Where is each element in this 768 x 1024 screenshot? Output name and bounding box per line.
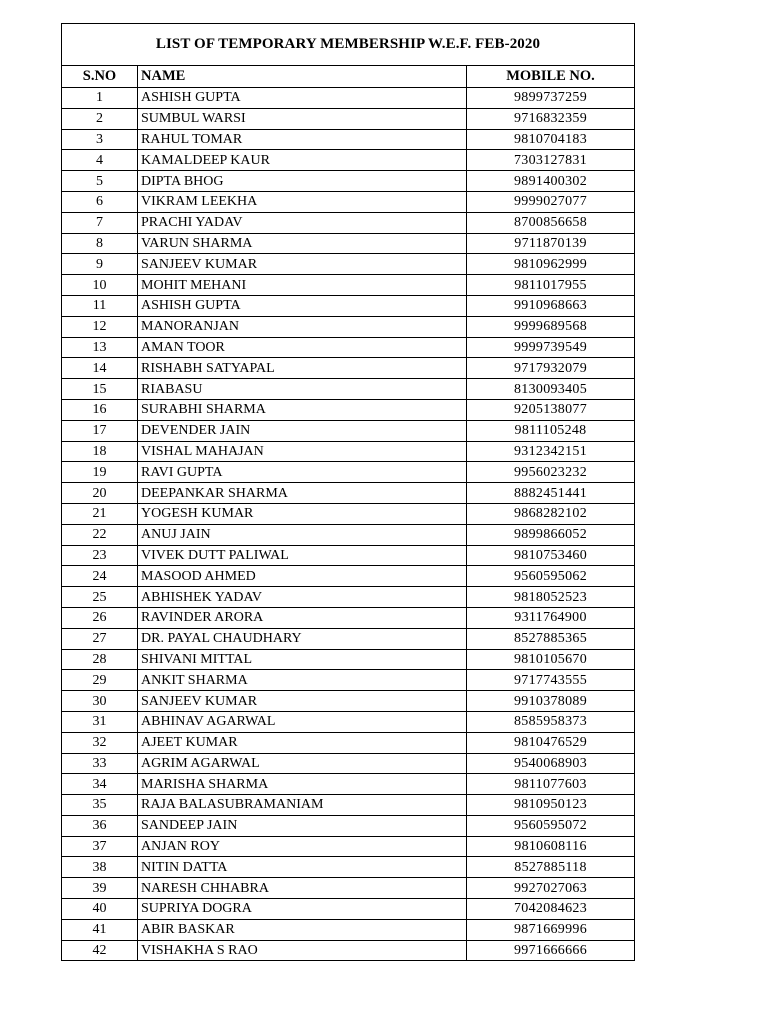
cell-sno: 39 xyxy=(62,878,138,899)
cell-sno: 13 xyxy=(62,337,138,358)
cell-mobile: 9560595062 xyxy=(467,566,635,587)
cell-name: ABHINAV AGARWAL xyxy=(138,711,467,732)
cell-name: SURABHI SHARMA xyxy=(138,399,467,420)
table-row xyxy=(62,607,635,628)
table-row xyxy=(62,566,635,587)
cell-mobile: 9999739549 xyxy=(467,337,635,358)
table-row xyxy=(62,587,635,608)
cell-mobile: 9810608116 xyxy=(467,836,635,857)
cell-sno: 8 xyxy=(62,233,138,254)
table-row xyxy=(62,649,635,670)
cell-name: DEEPANKAR SHARMA xyxy=(138,483,467,504)
cell-name: DIPTA BHOG xyxy=(138,171,467,192)
cell-mobile: 9971666666 xyxy=(467,940,635,961)
cell-name: VIKRAM LEEKHA xyxy=(138,191,467,212)
cell-sno: 32 xyxy=(62,732,138,753)
table-header-row xyxy=(62,66,635,88)
cell-mobile: 9910378089 xyxy=(467,691,635,712)
cell-sno: 12 xyxy=(62,316,138,337)
table-row xyxy=(62,628,635,649)
cell-mobile: 7042084623 xyxy=(467,899,635,920)
table-row xyxy=(62,358,635,379)
table-row xyxy=(62,753,635,774)
table-row xyxy=(62,233,635,254)
cell-sno: 21 xyxy=(62,503,138,524)
cell-mobile: 9899737259 xyxy=(467,88,635,109)
table-row xyxy=(62,399,635,420)
cell-name: DR. PAYAL CHAUDHARY xyxy=(138,628,467,649)
cell-name: RAVI GUPTA xyxy=(138,462,467,483)
cell-name: SANJEEV KUMAR xyxy=(138,691,467,712)
cell-sno: 18 xyxy=(62,441,138,462)
column-header-mobile: MOBILE NO. xyxy=(467,66,635,88)
cell-mobile: 9999689568 xyxy=(467,316,635,337)
cell-mobile: 8882451441 xyxy=(467,483,635,504)
table-row xyxy=(62,815,635,836)
cell-mobile: 9205138077 xyxy=(467,399,635,420)
cell-sno: 22 xyxy=(62,524,138,545)
cell-name: RAJA BALASUBRAMANIAM xyxy=(138,795,467,816)
cell-mobile: 9810476529 xyxy=(467,732,635,753)
cell-mobile: 9811017955 xyxy=(467,275,635,296)
table-row xyxy=(62,670,635,691)
table-row xyxy=(62,940,635,961)
cell-name: ASHISH GUPTA xyxy=(138,295,467,316)
table-row xyxy=(62,441,635,462)
cell-mobile: 9899866052 xyxy=(467,524,635,545)
cell-sno: 9 xyxy=(62,254,138,275)
cell-sno: 17 xyxy=(62,420,138,441)
cell-sno: 26 xyxy=(62,607,138,628)
cell-mobile: 9810950123 xyxy=(467,795,635,816)
cell-name: ABIR BASKAR xyxy=(138,919,467,940)
column-header-sno: S.NO xyxy=(62,66,138,88)
cell-mobile: 9810753460 xyxy=(467,545,635,566)
cell-sno: 10 xyxy=(62,275,138,296)
cell-name: SANJEEV KUMAR xyxy=(138,254,467,275)
table-row xyxy=(62,503,635,524)
cell-name: SANDEEP JAIN xyxy=(138,815,467,836)
cell-mobile: 8527885365 xyxy=(467,628,635,649)
cell-mobile: 7303127831 xyxy=(467,150,635,171)
cell-sno: 7 xyxy=(62,212,138,233)
cell-sno: 6 xyxy=(62,191,138,212)
cell-sno: 42 xyxy=(62,940,138,961)
cell-sno: 1 xyxy=(62,88,138,109)
cell-sno: 38 xyxy=(62,857,138,878)
cell-name: NARESH CHHABRA xyxy=(138,878,467,899)
cell-name: MARISHA SHARMA xyxy=(138,774,467,795)
cell-mobile: 9540068903 xyxy=(467,753,635,774)
cell-mobile: 8700856658 xyxy=(467,212,635,233)
table-row xyxy=(62,899,635,920)
cell-mobile: 9312342151 xyxy=(467,441,635,462)
cell-name: RAVINDER ARORA xyxy=(138,607,467,628)
cell-mobile: 8527885118 xyxy=(467,857,635,878)
cell-name: NITIN DATTA xyxy=(138,857,467,878)
table-row xyxy=(62,732,635,753)
cell-sno: 5 xyxy=(62,171,138,192)
table-row xyxy=(62,774,635,795)
table-row xyxy=(62,129,635,150)
table-row xyxy=(62,524,635,545)
cell-sno: 40 xyxy=(62,899,138,920)
cell-mobile: 9956023232 xyxy=(467,462,635,483)
table-row xyxy=(62,483,635,504)
cell-mobile: 9891400302 xyxy=(467,171,635,192)
cell-sno: 19 xyxy=(62,462,138,483)
cell-mobile: 9717932079 xyxy=(467,358,635,379)
cell-sno: 28 xyxy=(62,649,138,670)
table-row xyxy=(62,379,635,400)
cell-sno: 35 xyxy=(62,795,138,816)
cell-name: ABHISHEK YADAV xyxy=(138,587,467,608)
cell-name: YOGESH KUMAR xyxy=(138,503,467,524)
cell-name: RAHUL TOMAR xyxy=(138,129,467,150)
cell-name: VISHAKHA S RAO xyxy=(138,940,467,961)
cell-mobile: 9810704183 xyxy=(467,129,635,150)
cell-name: AJEET KUMAR xyxy=(138,732,467,753)
cell-mobile: 9811105248 xyxy=(467,420,635,441)
table-body xyxy=(62,88,635,961)
cell-mobile: 9711870139 xyxy=(467,233,635,254)
cell-mobile: 8130093405 xyxy=(467,379,635,400)
membership-table xyxy=(61,23,635,961)
table-row xyxy=(62,316,635,337)
table-title-row xyxy=(62,24,635,66)
table-row xyxy=(62,254,635,275)
cell-name: SHIVANI MITTAL xyxy=(138,649,467,670)
cell-mobile: 9810962999 xyxy=(467,254,635,275)
column-header-name: NAME xyxy=(138,66,467,88)
cell-mobile: 9716832359 xyxy=(467,108,635,129)
table-row xyxy=(62,691,635,712)
cell-name: KAMALDEEP KAUR xyxy=(138,150,467,171)
cell-mobile: 9717743555 xyxy=(467,670,635,691)
cell-name: VIVEK DUTT PALIWAL xyxy=(138,545,467,566)
table-row xyxy=(62,857,635,878)
cell-name: ANKIT SHARMA xyxy=(138,670,467,691)
table-row xyxy=(62,295,635,316)
cell-sno: 23 xyxy=(62,545,138,566)
cell-name: AMAN TOOR xyxy=(138,337,467,358)
table-row xyxy=(62,545,635,566)
cell-name: MOHIT MEHANI xyxy=(138,275,467,296)
table-row xyxy=(62,462,635,483)
cell-sno: 14 xyxy=(62,358,138,379)
table-row xyxy=(62,878,635,899)
table-row xyxy=(62,795,635,816)
cell-name: PRACHI YADAV xyxy=(138,212,467,233)
cell-sno: 37 xyxy=(62,836,138,857)
table-row xyxy=(62,191,635,212)
cell-sno: 20 xyxy=(62,483,138,504)
cell-name: VISHAL MAHAJAN xyxy=(138,441,467,462)
cell-sno: 30 xyxy=(62,691,138,712)
cell-name: MASOOD AHMED xyxy=(138,566,467,587)
table-row xyxy=(62,150,635,171)
cell-name: ANUJ JAIN xyxy=(138,524,467,545)
cell-sno: 11 xyxy=(62,295,138,316)
cell-mobile: 9910968663 xyxy=(467,295,635,316)
cell-name: VARUN SHARMA xyxy=(138,233,467,254)
cell-mobile: 9811077603 xyxy=(467,774,635,795)
cell-mobile: 9810105670 xyxy=(467,649,635,670)
cell-mobile: 8585958373 xyxy=(467,711,635,732)
cell-name: RISHABH SATYAPAL xyxy=(138,358,467,379)
cell-name: ASHISH GUPTA xyxy=(138,88,467,109)
cell-sno: 4 xyxy=(62,150,138,171)
table-row xyxy=(62,88,635,109)
cell-sno: 25 xyxy=(62,587,138,608)
table-row xyxy=(62,108,635,129)
cell-sno: 34 xyxy=(62,774,138,795)
cell-mobile: 9818052523 xyxy=(467,587,635,608)
cell-name: SUPRIYA DOGRA xyxy=(138,899,467,920)
cell-name: RIABASU xyxy=(138,379,467,400)
table-row xyxy=(62,275,635,296)
cell-sno: 24 xyxy=(62,566,138,587)
cell-mobile: 9560595072 xyxy=(467,815,635,836)
table-row xyxy=(62,171,635,192)
cell-mobile: 9311764900 xyxy=(467,607,635,628)
cell-name: MANORANJAN xyxy=(138,316,467,337)
cell-name: DEVENDER JAIN xyxy=(138,420,467,441)
cell-mobile: 9999027077 xyxy=(467,191,635,212)
cell-name: AGRIM AGARWAL xyxy=(138,753,467,774)
cell-mobile: 9871669996 xyxy=(467,919,635,940)
cell-sno: 41 xyxy=(62,919,138,940)
table-row xyxy=(62,337,635,358)
document-title: LIST OF TEMPORARY MEMBERSHIP W.E.F. FEB-2020 xyxy=(62,24,635,66)
table-row xyxy=(62,919,635,940)
table-row xyxy=(62,212,635,233)
cell-sno: 15 xyxy=(62,379,138,400)
table-row xyxy=(62,420,635,441)
cell-sno: 27 xyxy=(62,628,138,649)
cell-mobile: 9868282102 xyxy=(467,503,635,524)
table-row xyxy=(62,836,635,857)
cell-sno: 33 xyxy=(62,753,138,774)
cell-sno: 2 xyxy=(62,108,138,129)
cell-name: SUMBUL WARSI xyxy=(138,108,467,129)
cell-sno: 3 xyxy=(62,129,138,150)
cell-name: ANJAN ROY xyxy=(138,836,467,857)
table-row xyxy=(62,711,635,732)
cell-sno: 29 xyxy=(62,670,138,691)
cell-sno: 16 xyxy=(62,399,138,420)
cell-sno: 31 xyxy=(62,711,138,732)
cell-sno: 36 xyxy=(62,815,138,836)
cell-mobile: 9927027063 xyxy=(467,878,635,899)
